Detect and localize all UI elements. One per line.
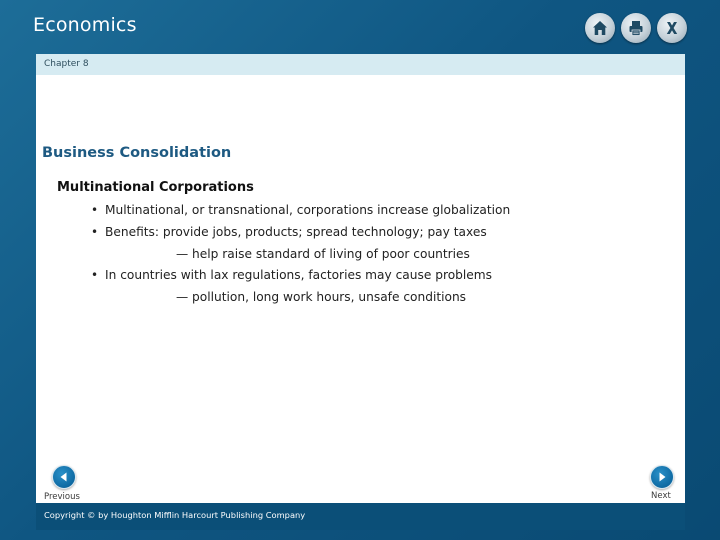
bullet-item: In countries with lax regulations, factories may cause problems	[105, 268, 493, 282]
topic-heading: Multinational Corporations	[57, 180, 254, 195]
app-title: Economics	[33, 14, 137, 36]
previous-label[interactable]: Previous	[44, 492, 80, 502]
slide-content	[36, 75, 685, 503]
footer-bar	[36, 503, 685, 530]
arrow-right-icon	[656, 468, 668, 487]
chapter-bar	[36, 54, 685, 75]
close-button[interactable]	[657, 13, 687, 43]
bullet-subitem: — help raise standard of living of poor countries	[176, 247, 470, 261]
copyright-text: Copyright © by Houghton Mifflin Harcourt Publishing Company	[44, 510, 306, 520]
bullet-subitem: — pollution, long work hours, unsafe conditions	[176, 290, 467, 304]
close-icon	[663, 19, 681, 37]
next-label[interactable]: Next	[651, 491, 671, 501]
bullet-item: Benefits: provide jobs, products; spread technology; pay taxes	[105, 225, 487, 239]
next-button[interactable]	[650, 465, 674, 489]
arrow-left-icon	[58, 468, 70, 487]
previous-button[interactable]	[52, 465, 76, 489]
home-icon	[591, 19, 609, 37]
title-bar	[0, 0, 720, 54]
bullet-item: Multinational, or transnational, corporations increase globalization	[105, 203, 511, 217]
home-button[interactable]	[585, 13, 615, 43]
print-button[interactable]	[621, 13, 651, 43]
bullet-dot: •	[91, 203, 99, 217]
print-icon	[627, 19, 645, 37]
bullet-dot: •	[91, 225, 99, 239]
section-title: Business Consolidation	[42, 145, 232, 161]
bullet-dot: •	[91, 268, 99, 282]
chapter-label: Chapter 8	[44, 59, 89, 69]
